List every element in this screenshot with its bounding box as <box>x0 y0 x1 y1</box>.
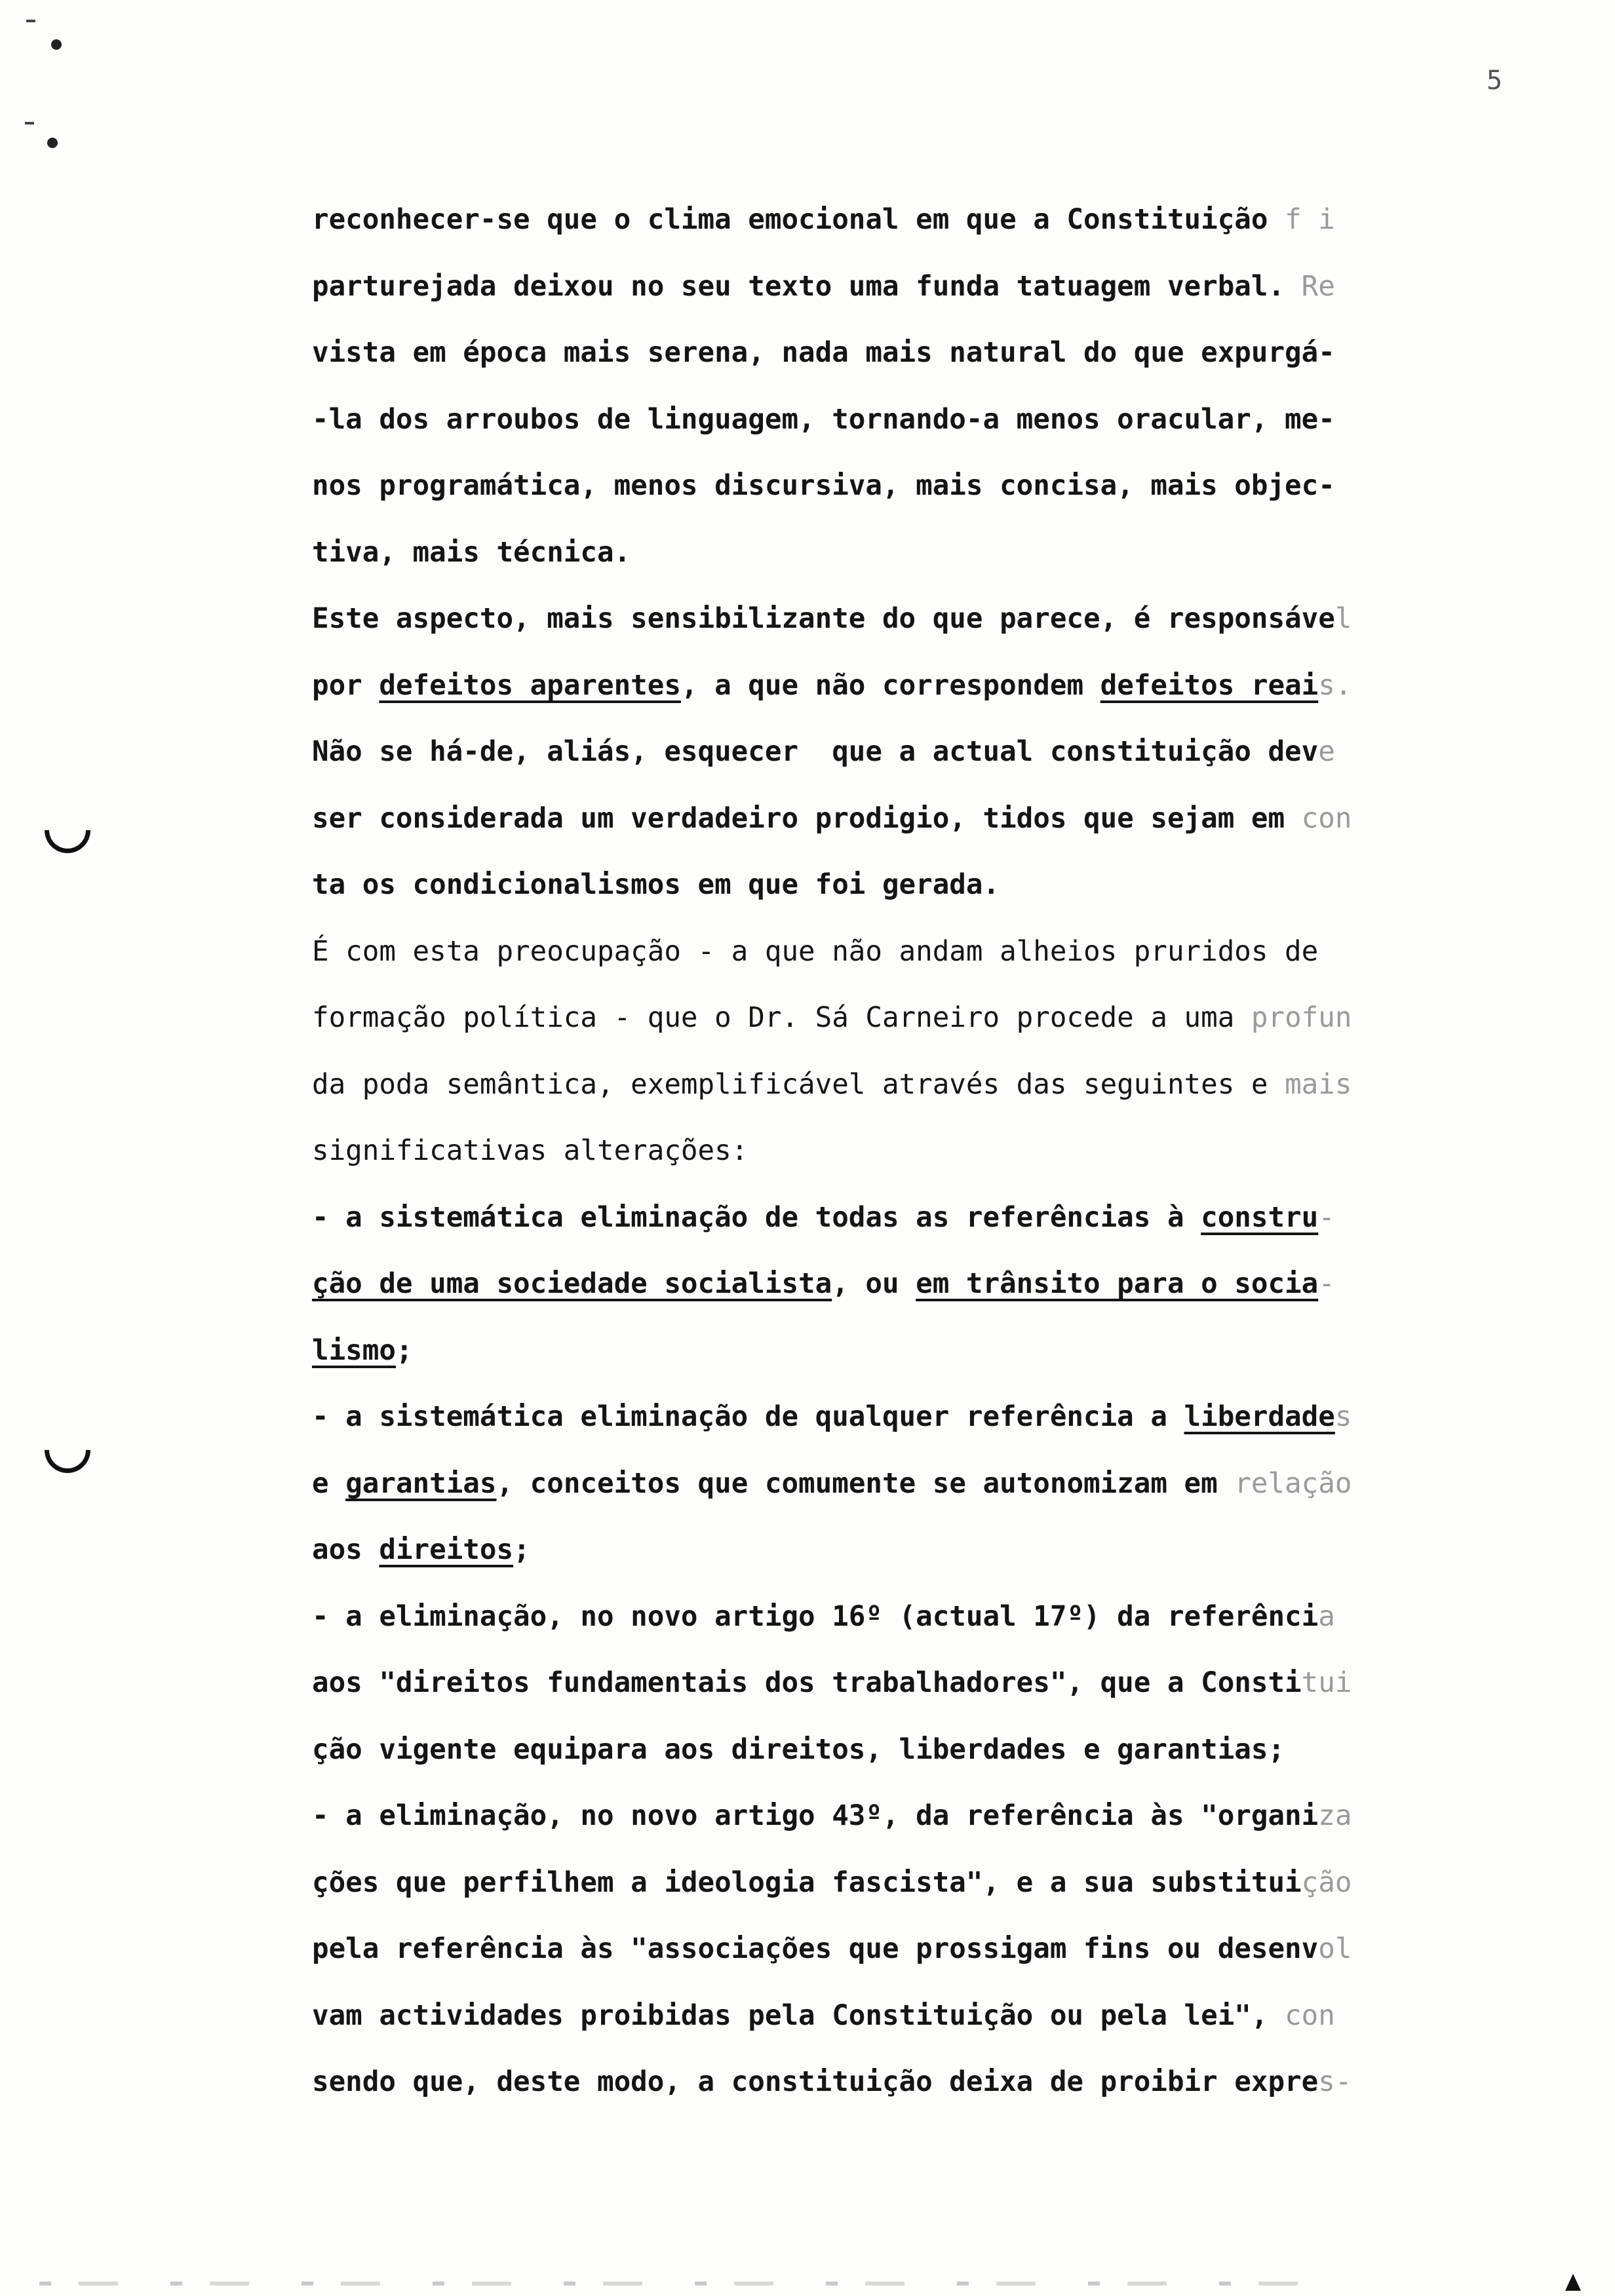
staple-mark-lower <box>35 1418 100 1483</box>
text-fragment: aos "direitos fundamentais dos trabalhadores", que a Consti <box>312 1667 1302 1699</box>
text-line <box>312 666 1544 733</box>
staple-mark-upper <box>35 798 100 863</box>
underlined-phrase: constru <box>1201 1201 1319 1234</box>
text-fragment: formação política - que o Dr. Sá Carneiro procede a uma <box>312 1002 1251 1034</box>
text-fragment: -la dos arroubos de linguagem, tornando-a menos oracular, me- <box>312 403 1335 436</box>
text-fragment: s <box>1334 1401 1352 1433</box>
margin-tick-mark <box>26 20 35 22</box>
text-fragment: - a sistemática eliminação de qualquer referência a <box>312 1401 1184 1433</box>
text-fragment: - <box>1318 1201 1335 1234</box>
text-line <box>312 799 1544 866</box>
underlined-phrase: liberdade <box>1184 1401 1335 1433</box>
text-fragment: profun <box>1251 1002 1352 1034</box>
text-fragment: s. <box>1318 669 1352 702</box>
text-fragment: reconhecer-se que o clima emocional em que a Constituição <box>312 204 1285 236</box>
text-line <box>312 1731 1544 1797</box>
text-line <box>312 1132 1544 1198</box>
text-line <box>312 1531 1544 1598</box>
text-fragment: ções que perfilhem a ideologia fascista", e a sua substitui <box>312 1866 1302 1899</box>
page-number: 5 <box>1487 66 1503 96</box>
text-line <box>312 999 1544 1065</box>
text-fragment: , a que não correspondem <box>680 669 1100 702</box>
text-fragment: - <box>1318 1268 1335 1300</box>
text-fragment: pela referência às "associações que prossigam fins ou desenv <box>312 1933 1319 1965</box>
underlined-phrase: garantias <box>345 1467 497 1500</box>
text-fragment: Este aspecto, mais sensibilizante do que parece, é responsáve <box>312 603 1335 635</box>
text-fragment: za <box>1318 1800 1352 1832</box>
text-line <box>312 1797 1544 1864</box>
underlined-phrase: em trânsito para o socia <box>916 1268 1319 1300</box>
text-fragment: ; <box>513 1534 530 1566</box>
text-line <box>312 1265 1544 1331</box>
typed-text-body <box>312 201 1544 2130</box>
text-fragment: mais <box>1285 1068 1352 1101</box>
text-fragment: Re <box>1301 270 1335 303</box>
text-fragment: , conceitos que comumente se autonomizam em <box>496 1467 1235 1500</box>
text-fragment: tui <box>1301 1667 1352 1699</box>
underlined-phrase: lismo <box>312 1334 396 1367</box>
text-fragment: ; <box>395 1334 413 1367</box>
text-line <box>312 1198 1544 1265</box>
text-line <box>312 1864 1544 1930</box>
text-fragment: con <box>1285 1999 1335 2032</box>
text-line <box>312 1930 1544 1997</box>
text-fragment: con <box>1301 802 1352 835</box>
text-fragment: ser considerada um verdadeiro prodigio, tidos que sejam em <box>312 802 1302 835</box>
text-fragment: ção <box>1301 1866 1352 1899</box>
corner-mark <box>1565 2274 1581 2291</box>
text-fragment: - a eliminação, no novo artigo 16º (actual 17º) da referênci <box>312 1600 1319 1633</box>
text-line <box>312 1398 1544 1464</box>
text-line <box>312 1065 1544 1132</box>
text-fragment: da poda semântica, exemplificável através das seguintes e <box>312 1068 1285 1101</box>
text-line <box>312 1664 1544 1731</box>
text-fragment: e <box>312 1467 346 1500</box>
underlined-phrase: defeitos aparentes <box>379 669 681 702</box>
text-line <box>312 932 1544 999</box>
text-fragment: parturejada deixou no seu texto uma funda tatuagem verbal. <box>312 270 1302 303</box>
underlined-phrase: defeitos reai <box>1100 669 1319 702</box>
text-fragment: por <box>312 669 379 702</box>
text-line <box>312 1997 1544 2063</box>
text-fragment: l <box>1334 603 1352 635</box>
text-fragment: s- <box>1318 2066 1352 2098</box>
text-line <box>312 733 1544 799</box>
margin-tick-mark <box>25 122 34 124</box>
underlined-phrase: ção de uma sociedade socialista <box>312 1268 832 1300</box>
text-line <box>312 267 1544 334</box>
text-fragment: ta os condicionalismos em que foi gerada. <box>312 869 1000 901</box>
text-fragment: ol <box>1318 1933 1352 1965</box>
text-line <box>312 2063 1544 2130</box>
text-line <box>312 866 1544 932</box>
text-fragment: Não se há-de, aliás, esquecer que a actual constituição dev <box>312 736 1319 768</box>
text-fragment: ção vigente equipara aos direitos, liberdades e garantias; <box>312 1733 1285 1766</box>
text-fragment: e <box>1318 736 1335 768</box>
text-fragment: vista em época mais serena, nada mais natural do que expurgá- <box>312 337 1335 369</box>
underlined-phrase: direitos <box>379 1534 514 1566</box>
text-fragment: sendo que, deste modo, a constituição deixa de proibir expre <box>312 2066 1319 2098</box>
text-fragment: a <box>1318 1600 1335 1633</box>
text-line <box>312 533 1544 600</box>
text-fragment: - a sistemática eliminação de todas as referências à <box>312 1201 1201 1234</box>
text-fragment: É com esta preocupação - a que não andam alheios pruridos de <box>312 935 1319 968</box>
text-fragment: f i <box>1285 204 1335 236</box>
text-line <box>312 334 1544 400</box>
text-fragment: - a eliminação, no novo artigo 43º, da referência às "organi <box>312 1800 1319 1832</box>
text-fragment: tiva, mais técnica. <box>312 536 631 569</box>
text-line <box>312 600 1544 666</box>
text-line <box>312 201 1544 267</box>
text-line <box>312 1598 1544 1664</box>
text-fragment: nos programática, menos discursiva, mais concisa, mais objec- <box>312 470 1335 502</box>
text-fragment: vam actividades proibidas pela Constituição ou pela lei", <box>312 1999 1285 2032</box>
scan-edge-noise <box>39 2282 1350 2286</box>
text-fragment: , ou <box>832 1268 916 1300</box>
text-fragment: aos <box>312 1534 379 1566</box>
punch-hole-mark <box>51 39 62 50</box>
text-fragment: relação <box>1234 1467 1352 1500</box>
text-line <box>312 400 1544 467</box>
text-line <box>312 1331 1544 1398</box>
text-line <box>312 1464 1544 1531</box>
text-line <box>312 467 1544 533</box>
text-fragment: significativas alterações: <box>312 1135 749 1167</box>
punch-hole-mark <box>47 138 58 148</box>
